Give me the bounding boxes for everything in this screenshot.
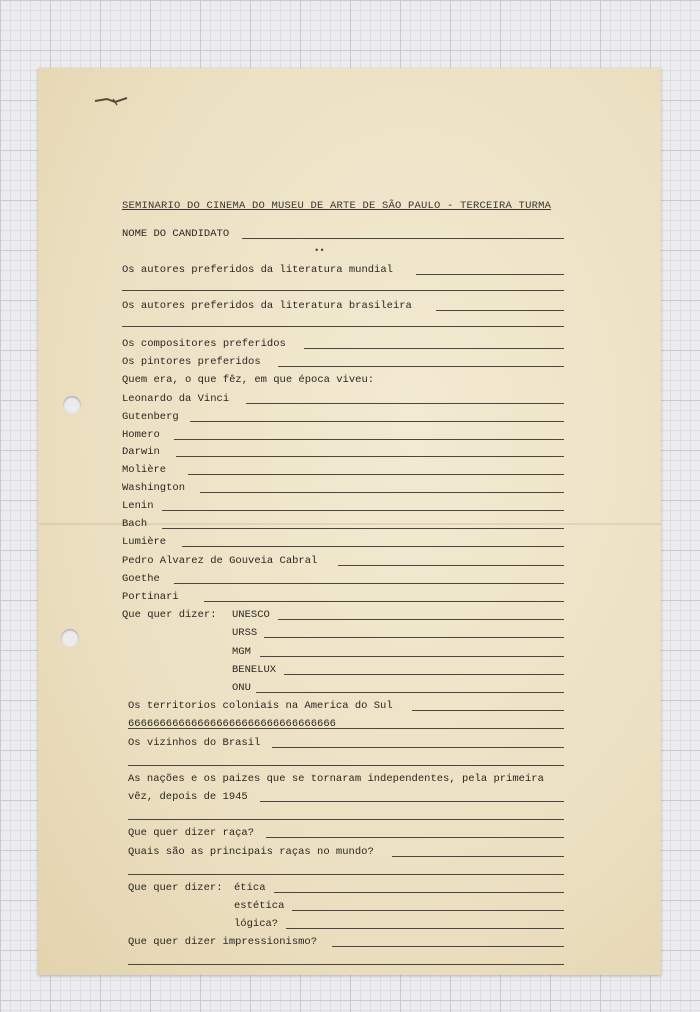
acronym-line[interactable] [284,674,564,675]
person-line[interactable] [188,474,564,475]
person-label: Goethe [122,573,160,585]
world-authors-line-2[interactable] [122,290,564,291]
typed-row: 666666666666666666666666666666666 [128,718,336,730]
person-label: Darwin [122,446,160,458]
colonial-line-2[interactable] [128,728,564,729]
logic-line[interactable] [286,928,564,929]
person-label: Washington [122,482,186,494]
person-label: Molière [122,464,167,476]
person-label: Lumière [122,536,167,548]
person-line[interactable] [190,421,564,422]
impressionism-line[interactable] [332,946,564,947]
main-races-label: Quais são as principais raças no mundo? [128,846,374,858]
person-line[interactable] [174,439,564,440]
aesthetics-line[interactable] [292,910,564,911]
person-line[interactable] [204,601,564,602]
person-line[interactable] [338,565,564,566]
colonial-label: Os territorios coloniais na America do Sul [128,700,393,712]
ethics-meaning-label: Que quer dizer: [128,882,223,894]
person-line[interactable] [182,546,564,547]
main-races-line[interactable] [392,856,564,857]
person-line[interactable] [200,492,564,493]
independence-label: As nações e os paizes que se tornaram independentes, pela primeira [128,773,544,785]
brazil-authors-line[interactable] [436,310,564,311]
person-line[interactable] [162,528,564,529]
punch-hole [63,396,81,414]
candidate-label: NOME DO CANDIDATO [122,228,230,240]
acronym-line[interactable] [264,637,564,638]
acronym-label: ONU [232,682,251,694]
person-label: Portinari [122,591,179,603]
painters-line[interactable] [278,366,564,367]
main-races-line-2[interactable] [128,874,564,875]
punch-hole [61,629,79,647]
person-line[interactable] [176,456,564,457]
brazil-authors-label: Os autores preferidos da literatura brasileira [122,300,412,312]
race-line[interactable] [266,837,564,838]
acronym-label: URSS [232,627,258,639]
person-label: Lenin [122,500,154,512]
world-authors-label: Os autores preferidos da literatura mundial [122,264,393,276]
person-line[interactable] [174,583,564,584]
composers-line[interactable] [304,348,564,349]
ink-mark-icon [93,93,133,107]
person-label: Leonardo da Vinci [122,393,230,405]
colonial-line[interactable] [412,710,564,711]
impressionism-label: Que quer dizer impressionismo? [128,936,318,948]
independence-line[interactable] [260,801,564,802]
acronym-label: UNESCO [232,609,270,621]
acronym-label: MGM [232,646,251,658]
impressionism-line-2[interactable] [128,964,564,965]
independence-label-2: vêz, depois de 1945 [128,791,248,803]
world-authors-line[interactable] [416,274,564,275]
ink-smudge: •• [314,246,325,256]
neighbors-line-2[interactable] [128,765,564,766]
composers-label: Os compositores preferidos [122,338,286,350]
acronym-line[interactable] [256,692,564,693]
person-line[interactable] [162,510,564,511]
logic-label: lógica? [234,918,279,930]
painters-label: Os pintores preferidos [122,356,261,368]
person-label: Pedro Alvarez de Gouveia Cabral [122,555,318,567]
acronym-label: BENELUX [232,664,277,676]
independence-line-2[interactable] [128,819,564,820]
ethics-label: ética [234,882,266,894]
form-paper [38,68,661,975]
neighbors-line[interactable] [272,747,564,748]
who-was-heading: Quem era, o que fêz, em que época viveu: [122,374,375,386]
ethics-line[interactable] [274,892,564,893]
meaning-label: Que quer dizer: [122,609,217,621]
neighbors-label: Os vizinhos do Brasil [128,737,261,749]
race-label: Que quer dizer raça? [128,827,255,839]
person-label: Gutenberg [122,411,179,423]
candidate-line[interactable] [242,238,564,239]
acronym-line[interactable] [260,656,564,657]
person-label: Homero [122,429,160,441]
person-line[interactable] [246,403,564,404]
acronym-line[interactable] [278,619,564,620]
brazil-authors-line-2[interactable] [122,326,564,327]
form-title: SEMINARIO DO CINEMA DO MUSEU DE ARTE DE SÃO PAULO - TERCEIRA TURMA [122,200,552,212]
aesthetics-label: estética [234,900,285,912]
person-label: Bach [122,518,148,530]
